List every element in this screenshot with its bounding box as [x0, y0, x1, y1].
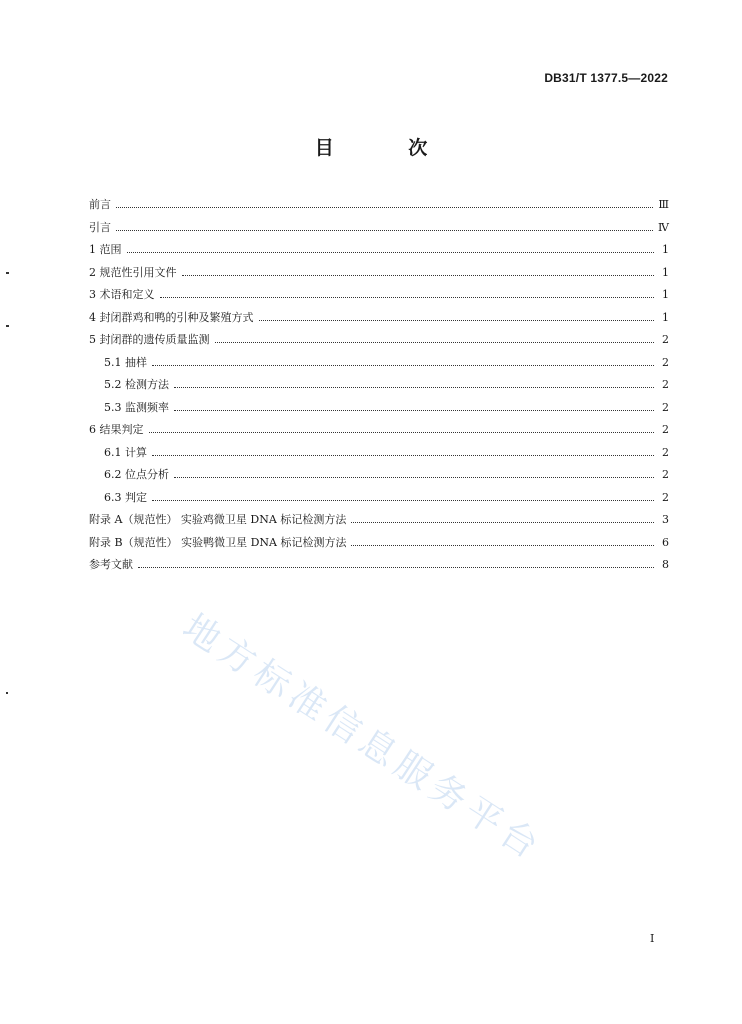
- watermark: 地方标准信息服务平台: [175, 606, 550, 870]
- dot-leader: [182, 266, 655, 276]
- toc-entry-label: 参考文献: [89, 558, 133, 571]
- toc-entry-label: 4 封闭群鸡和鸭的引种及繁殖方式: [89, 310, 254, 324]
- toc-entry-label: 引言: [89, 220, 111, 234]
- toc-entry-label: 5.1 抽样: [104, 355, 147, 369]
- dot-leader: [152, 491, 654, 501]
- toc-entry[interactable]: [89, 397, 669, 420]
- toc-entry-label: 6.3 判定: [104, 490, 147, 504]
- dot-leader: [127, 243, 655, 253]
- toc-entry-label: 5.2 检测方法: [104, 378, 169, 391]
- toc-entry-page: 2: [662, 400, 669, 414]
- dot-leader: [174, 468, 654, 478]
- toc-entry-label: 5.3 监测频率: [104, 400, 169, 414]
- dot-leader: [116, 198, 653, 208]
- scan-mark: [6, 325, 9, 327]
- toc-entry-label: 2 规范性引用文件: [89, 265, 177, 279]
- table-of-contents: [89, 194, 669, 577]
- dot-leader: [351, 536, 654, 546]
- toc-entry-page: Ⅲ: [658, 198, 669, 211]
- dot-leader: [351, 513, 654, 523]
- dot-leader: [174, 378, 654, 388]
- toc-entry[interactable]: [89, 487, 669, 510]
- dot-leader: [138, 558, 654, 568]
- dot-leader: [160, 288, 655, 298]
- toc-entry[interactable]: [89, 284, 669, 307]
- dot-leader: [116, 221, 653, 231]
- document-code: DB31/T 1377.5—2022: [544, 71, 668, 85]
- toc-entry-page: 2: [662, 445, 669, 459]
- toc-entry[interactable]: [89, 442, 669, 465]
- toc-entry[interactable]: [89, 239, 669, 262]
- dot-leader: [152, 446, 654, 456]
- toc-entry[interactable]: [89, 419, 669, 442]
- toc-entry[interactable]: [89, 194, 669, 217]
- toc-entry[interactable]: [89, 352, 669, 375]
- toc-entry[interactable]: [89, 262, 669, 285]
- toc-entry-page: 1: [662, 288, 669, 301]
- toc-entry-page: 6: [662, 535, 669, 549]
- toc-entry[interactable]: [89, 217, 669, 240]
- toc-entry-page: 2: [662, 490, 669, 504]
- toc-entry[interactable]: [89, 307, 669, 330]
- dot-leader: [152, 356, 654, 366]
- dot-leader: [149, 423, 655, 433]
- scan-mark: [6, 272, 9, 274]
- toc-entry-page: 1: [662, 243, 669, 256]
- toc-entry-label: 5 封闭群的遗传质量监测: [89, 333, 210, 346]
- toc-entry-page: 8: [662, 558, 669, 571]
- toc-entry[interactable]: [89, 374, 669, 397]
- toc-entry-label: 前言: [89, 198, 111, 211]
- toc-entry-page: 2: [662, 333, 669, 346]
- toc-entry-page: 3: [662, 513, 669, 526]
- dot-leader: [215, 333, 655, 343]
- toc-entry-label: 1 范围: [89, 243, 122, 256]
- toc-entry[interactable]: [89, 509, 669, 532]
- dot-leader: [174, 401, 654, 411]
- toc-entry-label: 6 结果判定: [89, 423, 144, 436]
- scan-mark: [6, 692, 8, 694]
- toc-entry-page: Ⅳ: [658, 220, 669, 234]
- toc-entry-label: 3 术语和定义: [89, 288, 155, 301]
- toc-entry[interactable]: [89, 464, 669, 487]
- toc-entry-label: 6.1 计算: [104, 445, 147, 459]
- toc-entry-label: 附录 A（规范性） 实验鸡微卫星 DNA 标记检测方法: [89, 513, 347, 526]
- toc-entry-page: 1: [662, 265, 669, 279]
- toc-entry-label: 6.2 位点分析: [104, 468, 169, 481]
- toc-entry-page: 2: [662, 355, 669, 369]
- dot-leader: [259, 311, 655, 321]
- toc-entry-page: 2: [662, 378, 669, 391]
- toc-entry[interactable]: [89, 329, 669, 352]
- toc-entry[interactable]: [89, 532, 669, 555]
- toc-entry-page: 2: [662, 468, 669, 481]
- toc-entry-page: 1: [662, 310, 669, 324]
- page-number: I: [650, 932, 655, 945]
- toc-entry-page: 2: [662, 423, 669, 436]
- toc-entry-label: 附录 B（规范性） 实验鸭微卫星 DNA 标记检测方法: [89, 535, 347, 549]
- toc-entry[interactable]: [89, 554, 669, 577]
- page-title: 目 次: [314, 137, 462, 159]
